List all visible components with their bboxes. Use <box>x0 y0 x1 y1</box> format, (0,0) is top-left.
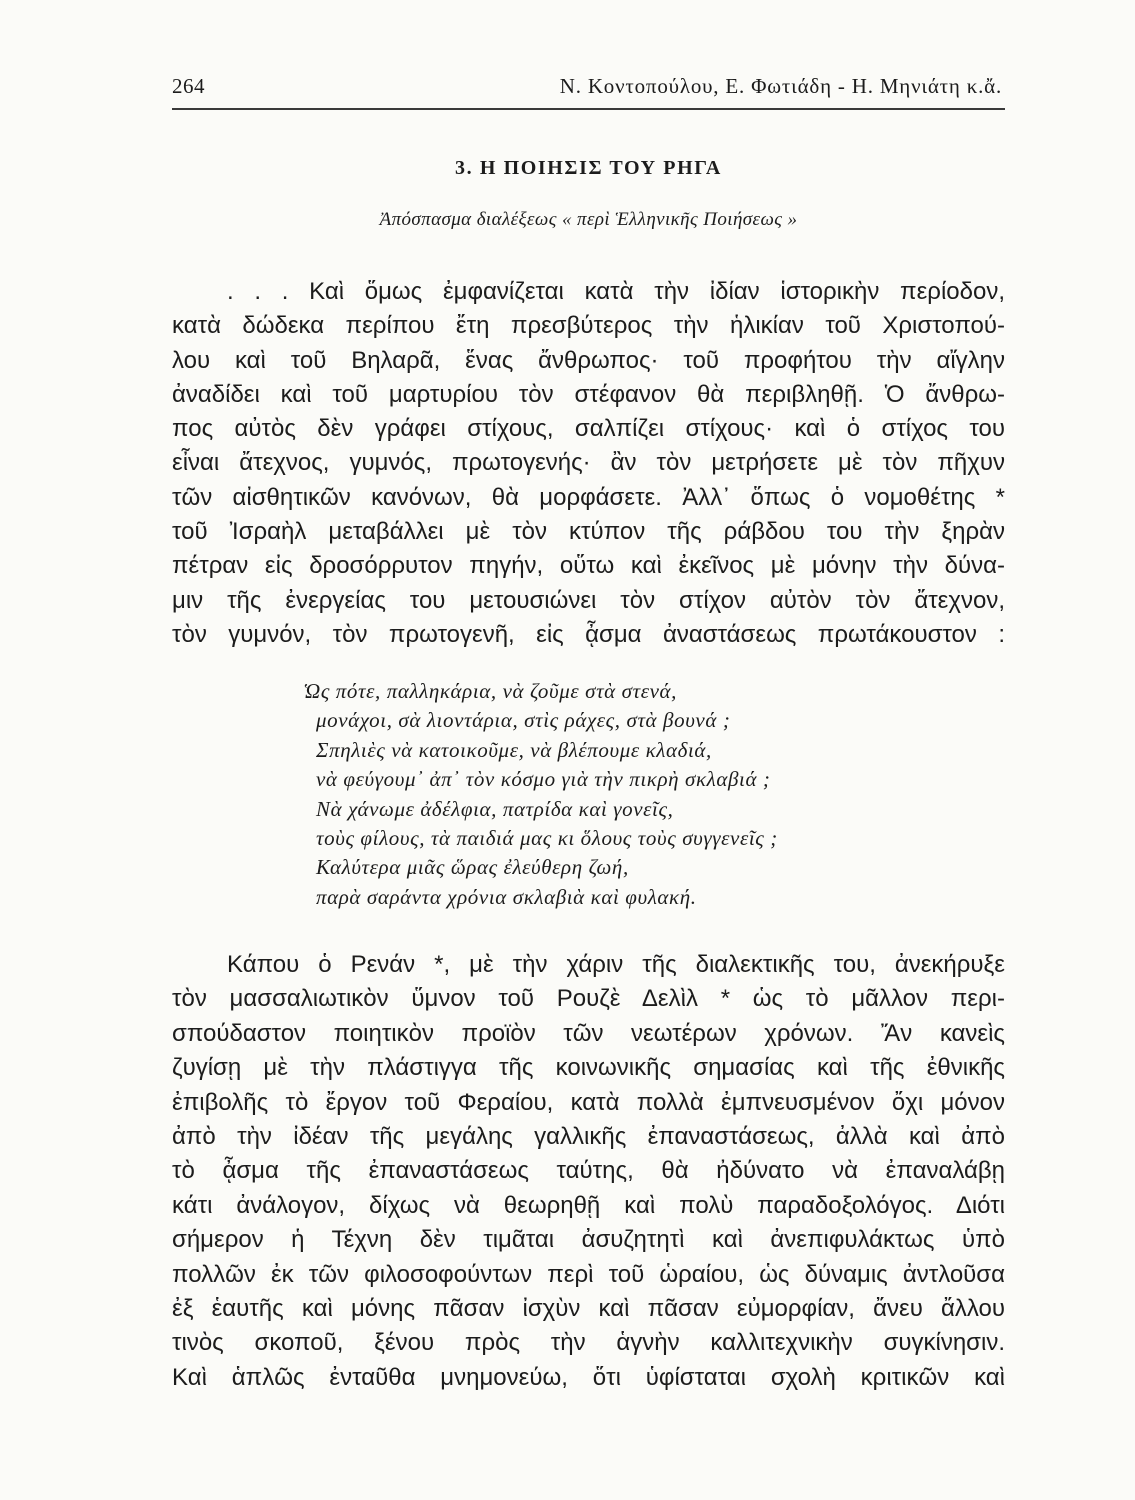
paragraph-line <box>172 1258 1005 1292</box>
poem-line: τοὺς φίλους, τὰ παιδιά μας κι ὅλους τοὺς συγγενεῖς ; <box>316 825 778 850</box>
line-text: πέτραν εἰς δροσόρρυτον πηγήν, οὕτω καὶ ἐκεῖνος μὲ μόνην τὴν δύνα- <box>172 552 1005 580</box>
line-text: ἀπὸ τὴν ἰδέαν τῆς μεγάλης γαλλικῆς ἐπαναστάσεως, ἀλλὰ καὶ ἀπὸ <box>172 1122 1005 1150</box>
line-text: ἀναδίδει καὶ τοῦ μαρτυρίου τὸν στέφανον θὰ περιβληθῇ. Ὁ ἄνθρω- <box>172 380 1005 408</box>
line-text: τὸν γυμνόν, τὸν πρωτογενῆ, εἰς ᾆσμα ἀναστάσεως πρωτάκουστον : <box>172 620 1005 648</box>
poem-line: μονάχοι, σὰ λιοντάρια, στὶς ράχες, στὰ βουνά ; <box>316 708 731 733</box>
paragraph-line <box>172 1189 1005 1223</box>
paragraph-line <box>172 309 1005 343</box>
running-header <box>172 72 1002 100</box>
paragraph-line <box>172 1120 1005 1154</box>
paragraph-line <box>172 1154 1005 1188</box>
paragraph-line <box>172 618 1005 652</box>
line-text: τὸ ᾆσμα τῆς ἐπαναστάσεως ταύτης, θὰ ἠδύνατο νὰ ἐπαναλάβῃ <box>172 1157 1005 1185</box>
line-text: ἐξ ἑαυτῆς καὶ μόνης πᾶσαν ἰσχὺν καὶ πᾶσαν εὐμορφίαν, ἄνευ ἄλλου <box>172 1294 1005 1322</box>
paragraph-line <box>172 1051 1005 1085</box>
running-title: Ν. Κοντοπούλου, Ε. Φωτιάδη - Η. Μηνιάτη κ.ἄ. <box>559 74 1002 98</box>
paragraph-line <box>172 1017 1005 1051</box>
paragraph-line <box>172 378 1005 412</box>
line-text: . . . Καὶ ὅμως ἐμφανίζεται κατὰ τὴν ἰδίαν ἱστορικὴν περίοδον, <box>227 278 1005 305</box>
paragraph-line <box>172 584 1005 618</box>
line-text: τινὸς σκοποῦ, ξένου πρὸς τὴν ἁγνὴν καλλιτεχνικὴν συγκίνησιν. <box>172 1329 1005 1357</box>
poem-line: Ὡς πότε, παλληκάρια, νὰ ζοῦμε στὰ στενά, <box>303 679 677 703</box>
line-text: τοῦ Ἰσραὴλ μεταβάλλει μὲ τὸν κτύπον τῆς ράβδου του τὴν ξηρὰν <box>172 518 1005 546</box>
line-text: λου καὶ τοῦ Βηλαρᾶ, ἕνας ἄνθρωπος· τοῦ προφήτου τὴν αἴγλην <box>172 346 1005 374</box>
header-rule <box>172 108 1005 110</box>
line-text: σπούδαστον ποιητικὸν προϊὸν τῶν νεωτέρων χρόνων. Ἄν κανεὶς <box>172 1019 1005 1047</box>
paragraph-line <box>172 1361 1005 1395</box>
paragraph-line <box>172 1086 1005 1120</box>
paragraph-line <box>172 481 1005 515</box>
paragraph-line <box>172 948 1005 982</box>
poem-line: παρὰ σαράντα χρόνια σκλαβιὰ καὶ φυλακή. <box>316 884 697 909</box>
paragraph-line <box>172 344 1005 378</box>
paragraph-line <box>172 1223 1005 1257</box>
line-text: κάτι ἀνάλογον, δίχως νὰ θεωρηθῇ καὶ πολὺ παραδοξολόγος. Διότι <box>172 1191 1005 1219</box>
line-text: πος αὐτὸς δὲν γράφει στίχους, σαλπίζει στίχους· καὶ ὁ στίχος του <box>172 415 1005 443</box>
line-text: Κάπου ὁ Ρενάν *, μὲ τὴν χάριν τῆς διαλεκτικῆς του, ἀνεκήρυξε <box>227 951 1005 978</box>
paragraph-line <box>172 1326 1005 1360</box>
paragraph-1 <box>172 275 1005 652</box>
line-text: πολλῶν ἐκ τῶν φιλοσοφούντων περὶ τοῦ ὡραίου, ὡς δύναμις ἀντλοῦσα <box>172 1260 1005 1288</box>
line-text: σήμερον ἡ Τέχνη δὲν τιμᾶται ἀσυζητητὶ καὶ ἀνεπιφυλάκτως ὑπὸ <box>172 1226 1005 1254</box>
poem-line: νὰ φεύγουμ᾿ ἀπ᾿ τὸν κόσμο γιὰ τὴν πικρὴ σκλαβιά ; <box>316 767 771 792</box>
section-title: 3. Η ΠΟΙΗΣΙΣ ΤΟΥ ΡΗΓΑ <box>455 157 722 179</box>
line-text: ζυγίσῃ μὲ τὴν πλάστιγγα τῆς κοινωνικῆς σημασίας καὶ τῆς ἐθνικῆς <box>172 1054 1005 1082</box>
line-text: Καὶ ἁπλῶς ἐνταῦθα μνημονεύω, ὅτι ὑφίσταται σχολὴ κριτικῶν καὶ <box>172 1363 1005 1391</box>
line-text: εἶναι ἄτεχνος, γυμνός, πρωτογενής· ἂν τὸν μετρήσετε μὲ τὸν πῆχυν <box>172 449 1005 477</box>
paragraph-line <box>172 982 1005 1016</box>
poem-line: Σπηλιὲς νὰ κατοικοῦμε, νὰ βλέπουμε κλαδιά, <box>316 737 712 762</box>
poem-quotation <box>303 677 778 912</box>
line-text: ἐπιβολῆς τὸ ἔργον τοῦ Φεραίου, κατὰ πολλὰ ἐμπνευσμένον ὄχι μόνον <box>172 1088 1005 1116</box>
poem-line: Καλύτερα μιᾶς ὥρας ἐλεύθερη ζωή, <box>316 855 629 880</box>
paragraph-2 <box>172 948 1005 1395</box>
paragraph-line <box>172 275 1005 309</box>
line-text: τῶν αἰσθητικῶν κανόνων, θὰ μορφάσετε. Ἀλλ᾿ ὅπως ὁ νομοθέτης * <box>172 483 1005 511</box>
paragraph-line <box>172 549 1005 583</box>
paragraph-line <box>172 1292 1005 1326</box>
line-text: κατὰ δώδεκα περίπου ἔτη πρεσβύτερος τὴν ἡλικίαν τοῦ Χριστοπού- <box>172 312 1005 340</box>
line-text: μιν τῆς ἐνεργείας του μετουσιώνει τὸν στίχον αὐτὸν τὸν ἄτεχνον, <box>172 586 1005 614</box>
paragraph-line <box>172 446 1005 480</box>
section-subtitle: Ἀπόσπασμα διαλέξεως « περὶ Ἑλληνικῆς Ποιήσεως » <box>379 209 798 230</box>
line-text: τὸν μασσαλιωτικὸν ὕμνον τοῦ Ρουζὲ Δελὶλ * ὡς τὸ μᾶλλον περι- <box>172 985 1005 1013</box>
page-number: 264 <box>172 74 205 98</box>
paragraph-line <box>172 412 1005 446</box>
poem-line: Νὰ χάνωμε ἀδέλφια, πατρίδα καὶ γονεῖς, <box>316 796 674 821</box>
paragraph-line <box>172 515 1005 549</box>
